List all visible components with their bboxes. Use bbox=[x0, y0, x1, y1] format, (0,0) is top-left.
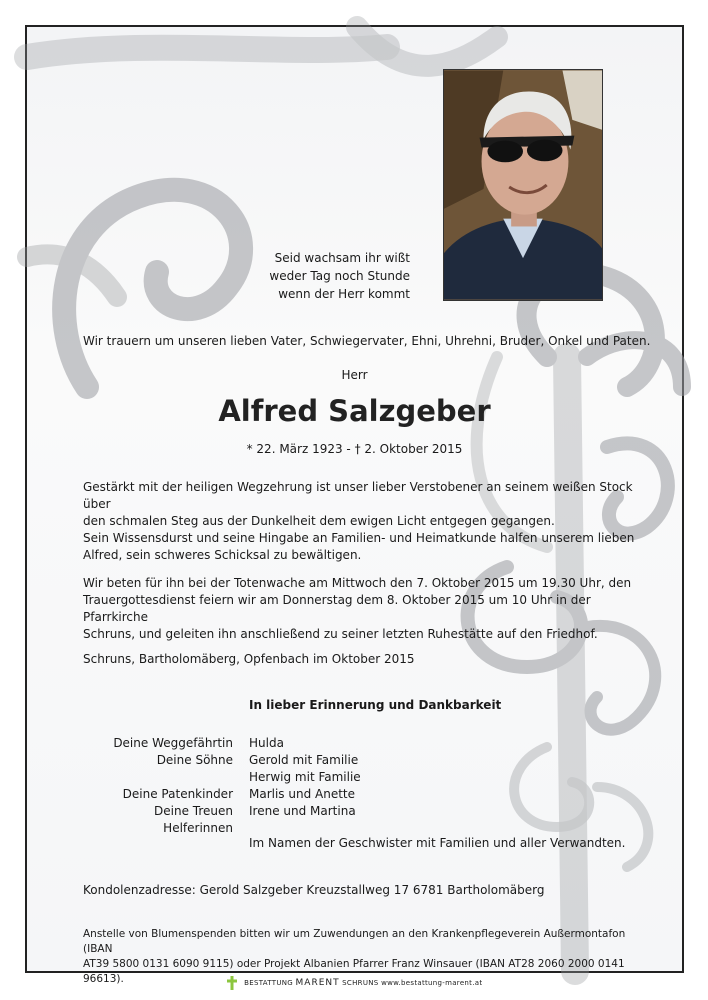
footer-url[interactable]: www.bestattung-marent.at bbox=[381, 979, 483, 987]
life-dates: * 22. März 1923 - † 2. Oktober 2015 bbox=[246, 442, 463, 456]
motto-line: Seid wachsam ihr wißt bbox=[274, 251, 410, 265]
mourners-list bbox=[83, 735, 643, 835]
mourner-names: Gerold mit Familie bbox=[249, 753, 359, 767]
intro-text: Wir trauern um unseren lieben Vater, Schwiegervater, Ehni, Uhrehni, Bruder, Onkel und Paten. bbox=[83, 334, 651, 348]
paragraph-line: Gestärkt mit der heiligen Wegzehrung ist unser lieber Verstobener an seinem weißen Stock über bbox=[83, 480, 633, 511]
cross-logo-icon bbox=[226, 976, 238, 990]
mourner-relation: Deine Weggefährtin bbox=[113, 736, 233, 750]
footer-undertaker bbox=[0, 976, 708, 990]
paragraph-line: Alfred, sein schweres Schicksal zu bewältigen. bbox=[83, 548, 362, 562]
paragraph-line: Sein Wissensdurst und seine Hingabe an Familien- und Heimatkunde halfen unserem lieben bbox=[83, 531, 635, 545]
condolence-address: Kondolenzadresse: Gerold Salzgeber Kreuzstallweg 17 6781 Bartholomäberg bbox=[83, 883, 545, 897]
mourner-relation: Deine Treuen Helferinnen bbox=[154, 804, 233, 835]
deceased-name: Alfred Salzgeber bbox=[218, 394, 491, 428]
paragraph-line: den schmalen Steg aus der Dunkelheit dem ewigen Licht entgegen gegangen. bbox=[83, 514, 555, 528]
memory-heading: In lieber Erinnerung und Dankbarkeit bbox=[249, 698, 502, 712]
footer-prefix: BESTATTUNG bbox=[244, 979, 293, 987]
mourner-names: Irene und Martina bbox=[249, 804, 356, 818]
paragraph-wissensdurst bbox=[83, 530, 643, 564]
mourner-names: Marlis und Anette bbox=[249, 787, 356, 801]
donation-line: AT39 5800 0131 6090 9115) oder Projekt Albanien Pfarrer Franz Winsauer (IBAN AT28 2060 2000 0141 96613). bbox=[83, 958, 625, 985]
mourner-names: Hulda bbox=[249, 736, 284, 750]
mourner-names: Herwig mit Familie bbox=[249, 770, 361, 784]
motto-line: wenn der Herr kommt bbox=[278, 287, 410, 301]
closing-line: Im Namen der Geschwister mit Familien und aller Verwandten. bbox=[249, 836, 626, 850]
mourner-row bbox=[83, 752, 643, 769]
footer-firm: MARENT bbox=[295, 978, 340, 988]
paragraph-wegzehrung bbox=[83, 479, 643, 530]
portrait-illustration bbox=[444, 70, 602, 300]
paragraph-line: Trauergottesdienst feiern wir am Donnerstag dem 8. Oktober 2015 um 10 Uhr in der Pfarrkirche bbox=[83, 593, 591, 624]
motto-line: weder Tag noch Stunde bbox=[269, 269, 410, 283]
paragraph-funeral-details bbox=[83, 575, 643, 643]
mourner-row bbox=[83, 786, 643, 803]
mourner-row bbox=[83, 769, 643, 786]
footer-town: SCHRUNS bbox=[342, 979, 379, 987]
mourner-row bbox=[83, 803, 643, 835]
mourner-relation: Deine Patenkinder bbox=[122, 787, 233, 801]
mourner-relation bbox=[83, 769, 249, 786]
motto-quote bbox=[269, 249, 410, 303]
mourner-row bbox=[83, 735, 643, 752]
paragraph-line: Schruns, und geleiten ihn anschließend zu seiner letzten Ruhestätte auf den Friedhof. bbox=[83, 627, 598, 641]
salutation: Herr bbox=[341, 368, 368, 382]
place-date: Schruns, Bartholomäberg, Opfenbach im Oktober 2015 bbox=[83, 652, 415, 666]
mourner-relation: Deine Söhne bbox=[156, 753, 233, 767]
donation-line: Anstelle von Blumenspenden bitten wir um Zuwendungen an den Krankenpflegeverein Außermontafon (IBAN bbox=[83, 928, 626, 955]
paragraph-line: Wir beten für ihn bei der Totenwache am Mittwoch den 7. Oktober 2015 um 19.30 Uhr, den bbox=[83, 576, 632, 590]
portrait-photo bbox=[443, 69, 603, 301]
